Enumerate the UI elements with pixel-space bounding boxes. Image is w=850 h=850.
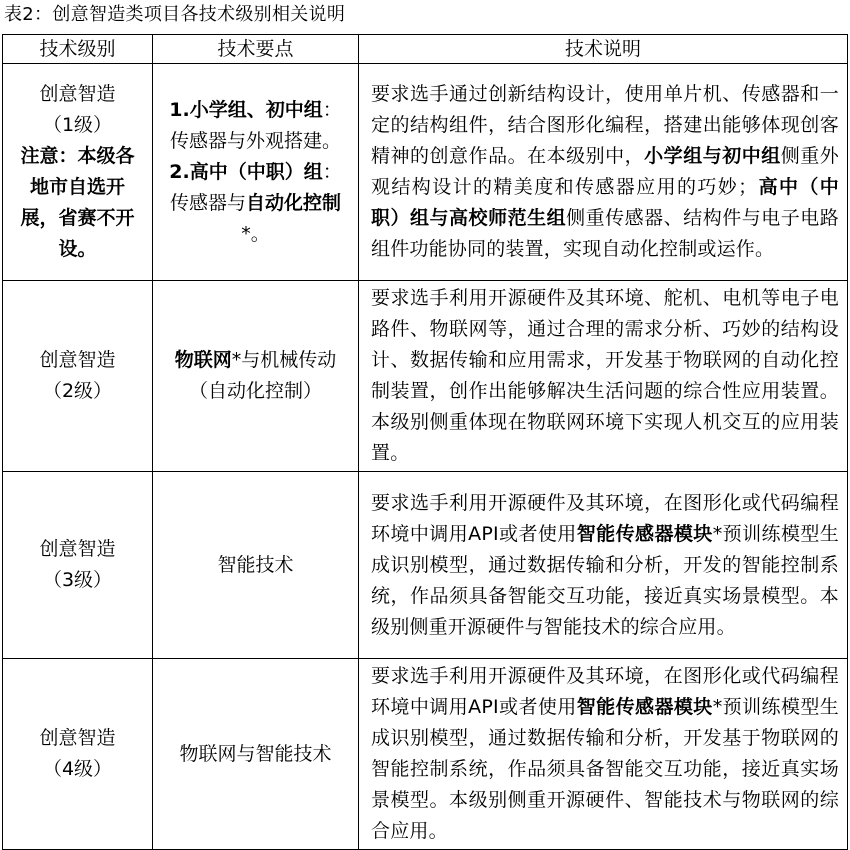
- points-cell: 智能技术: [153, 472, 359, 659]
- table-header-row: [3, 35, 848, 64]
- level-cell: [3, 281, 153, 472]
- level-cell: [3, 659, 153, 850]
- level-name: 创意智造: [39, 83, 116, 105]
- desc-part: 要求选手利用开源硬件及其环境，在图形化或代码编程环境中调用API或者使用: [371, 665, 839, 718]
- desc-cell: [359, 64, 848, 281]
- points-g1-head: 1.小学组、初中组: [169, 98, 323, 121]
- header-desc: 技术说明: [359, 35, 848, 64]
- desc-cell: 要求选手利用开源硬件及其环境、舵机、电机等电子电路件、物联网等，通过合理的需求分析、巧妙的结构设计、数据传输和应用需求，开发基于物联网的自动化控制装置，创作出能够解决生活问题的综合性应用装置。本级别侧重体现在物联网环境下实现人机交互的应用装置。: [359, 281, 848, 472]
- points-cell: [153, 281, 359, 472]
- points-cell: [153, 64, 359, 281]
- points-line: [159, 345, 352, 376]
- table-row: [3, 281, 848, 472]
- points-g2-head: 2.高中（中职）组: [169, 160, 323, 183]
- points-g2-bold: 自动化控制: [246, 191, 342, 214]
- points-group-1: [163, 95, 348, 157]
- points-text: *与机械传动: [231, 349, 337, 371]
- table-row: [3, 64, 848, 281]
- table-row: [3, 659, 848, 850]
- desc-bold: 小学组与初中组: [644, 145, 781, 167]
- header-points: 技术要点: [153, 35, 359, 64]
- level-cell: [3, 64, 153, 281]
- desc-cell: [359, 472, 848, 659]
- points-cell: 物联网与智能技术: [153, 659, 359, 850]
- desc-part: 要求选手利用开源硬件及其环境，在图形化或代码编程环境中调用API或者使用: [371, 491, 839, 545]
- points-text: （自动化控制）: [188, 380, 322, 402]
- tech-level-table: [2, 34, 848, 850]
- level-note: 注意：本级各地市自选开展，省赛不开设。: [20, 145, 135, 260]
- desc-bold: 智能传感器模块: [576, 696, 713, 718]
- table-row: [3, 472, 848, 659]
- table-caption: 表2：创意智造类项目各技术级别相关说明: [4, 4, 346, 25]
- desc-bold: 高中（中职）组与高校师范生组: [371, 176, 839, 229]
- desc-part: 侧重传感器、结构件与电子电路组件功能协同的装置，实现自动化控制或运作。: [371, 207, 839, 260]
- level-cell: [3, 472, 153, 659]
- desc-part: 要求选手通过创新结构设计，使用单片机、传感器和一定的结构组件，结合图形化编程，搭建出能够体现创客精神的创意作品。在本级别中，: [371, 83, 839, 167]
- header-level: 技术级别: [3, 35, 153, 64]
- level-name: 创意智造: [39, 727, 116, 749]
- level-name: 创意智造: [39, 538, 116, 560]
- level-code: （3级）: [42, 569, 113, 591]
- desc-bold: 智能传感器模块: [576, 522, 713, 545]
- desc-part: *预训练模型生成识别模型，通过数据传输和分析，开发基于物联网的智能控制系统，作品须具备智能交互功能，接近真实场景模型。本级别侧重开源硬件、智能技术与物联网的综合应用。: [371, 696, 839, 842]
- points-group-2: [163, 157, 348, 250]
- points-bold: 物联网: [174, 349, 232, 371]
- points-g2-tail: *。: [241, 222, 270, 245]
- points-g2-text: ：传感器与: [169, 160, 342, 214]
- points-g1-text: ：传感器与外观搭建。: [169, 98, 342, 152]
- desc-part: *预训练模型生成识别模型，通过数据传输和分析，开发的智能控制系统，作品须具备智能交互功能，接近真实场景模型。本级别侧重开源硬件与智能技术的综合应用。: [371, 522, 839, 638]
- level-code: （1级）: [42, 114, 113, 136]
- desc-cell: [359, 659, 848, 850]
- level-name: 创意智造: [39, 349, 116, 371]
- desc-part: 侧重外观结构设计的精美度和传感器应用的巧妙；: [371, 145, 839, 198]
- level-code: （4级）: [42, 758, 113, 780]
- level-code: （2级）: [42, 380, 113, 402]
